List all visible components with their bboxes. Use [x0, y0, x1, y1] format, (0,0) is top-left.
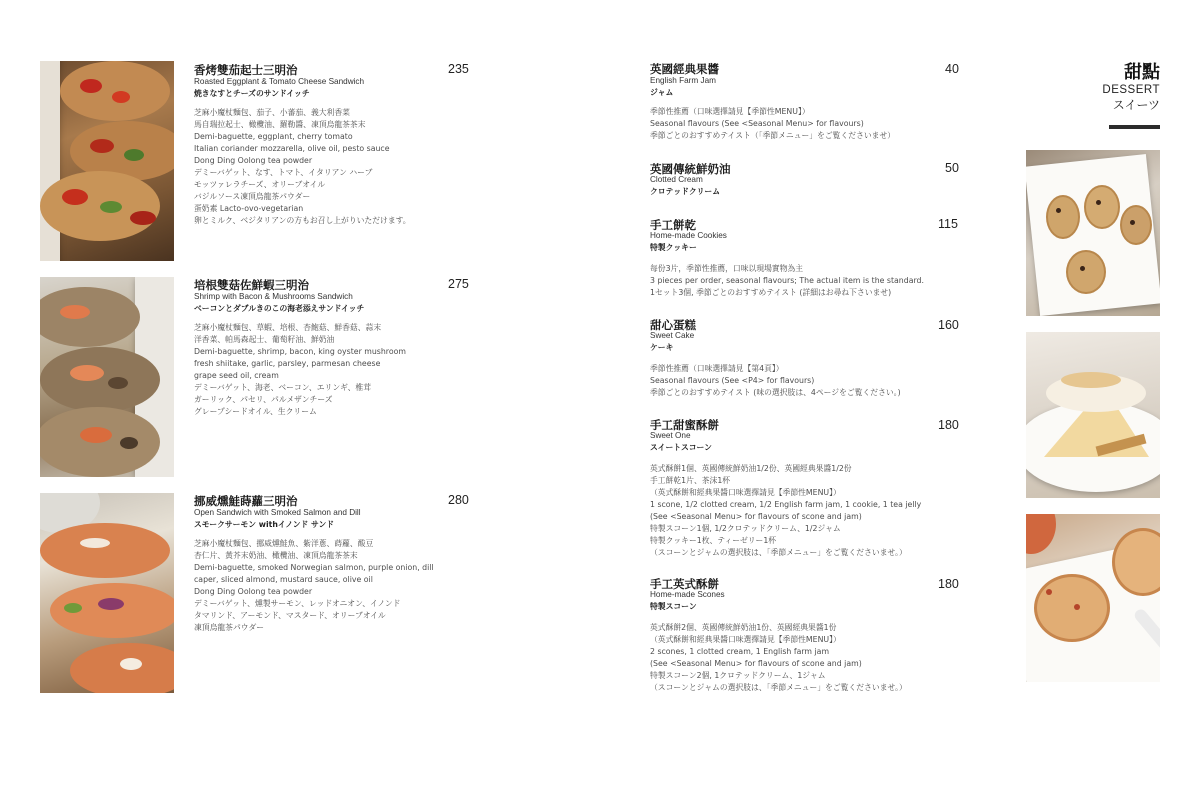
desc-line: （英式酥餅和經典果醬口味選擇請見【季節性MENU】） — [650, 635, 841, 644]
desc-line: Dong Ding Oolong tea powder — [194, 156, 313, 165]
item-description — [650, 106, 895, 142]
desc-line: Demi-baguette, shrimp, bacon, king oyster mushroom — [194, 347, 406, 356]
item-name-ja: 特製クッキー — [650, 243, 697, 252]
item-description — [194, 322, 406, 418]
item-name-en: Open Sandwich with Smoked Salmon and Dill — [194, 508, 361, 517]
desc-line: 1 scone, 1/2 clotted cream, 1/2 English farm jam, 1 cookie, 1 tea jelly — [650, 500, 922, 509]
item-description — [194, 107, 411, 227]
desc-line: 3 pieces per order, seasonal flavours; The actual item is the standard. — [650, 276, 924, 285]
meringue-cake-photo — [1026, 332, 1160, 498]
item-name-en: Home-made Cookies — [650, 231, 727, 240]
item-name-ja: クロテッドクリーム — [650, 187, 721, 196]
item-price: 180 — [938, 577, 959, 591]
item-name-ja: 焼きなすとチーズのサンドイッチ — [194, 89, 310, 98]
desc-line: (See <Seasonal Menu> for flavours of scone and jam) — [650, 659, 862, 668]
cookies-photo — [1026, 150, 1160, 316]
desc-line: 卵とミルク、ベジタリアンの方もお召し上がりいただけます。 — [194, 216, 411, 225]
section-header-bar — [1109, 125, 1160, 129]
item-name-ja: ケーキ — [650, 343, 674, 352]
desc-line: (See <Seasonal Menu> for flavours of scone and jam) — [650, 512, 862, 521]
item-name-zh: 手工英式酥餅 — [650, 577, 719, 591]
item-name-zh: 英國傳統鮮奶油 — [650, 162, 731, 176]
item-price: 235 — [448, 62, 469, 76]
item-name-en: Sweet Cake — [650, 331, 695, 340]
item-name-zh: 香烤雙茄起士三明治 — [194, 63, 298, 77]
desc-line: グレープシードオイル、生クリーム — [194, 407, 317, 416]
desc-line: 特製クッキー1枚、ティーゼリー1杯 — [650, 536, 777, 545]
item-description — [650, 463, 921, 559]
desc-line: 凍頂烏龍茶パウダー — [194, 623, 265, 632]
desc-line: 特製スコーン1個, 1/2クロテッドクリーム、1/2ジャム — [650, 524, 841, 533]
item-description — [650, 263, 924, 299]
item-name-zh: 甜心蛋糕 — [650, 318, 696, 332]
desc-line: 1セット3個, 季節ごとのおすすめテイスト (詳細はお尋ね下さいませ) — [650, 288, 892, 297]
desc-line: 芝麻小魔杖麵包、茄子、小蕃茄、義大利香菜 — [194, 108, 350, 117]
section-title-ja: スイーツ — [1112, 98, 1160, 112]
item-name-zh: 培根雙菇佐鮮蝦三明治 — [194, 278, 309, 292]
shrimp-sandwich-photo — [40, 277, 174, 477]
item-name-zh: 挪威燻鮭蒔蘿三明治 — [194, 494, 298, 508]
desc-line: Demi-baguette, eggplant, cherry tomato — [194, 132, 353, 141]
item-name-zh: 英國經典果醬 — [650, 62, 719, 76]
desc-line: バジルソース凍頂烏龍茶パウダー — [194, 192, 311, 201]
desc-line: 特製スコーン2個, 1クロテッドクリーム、1ジャム — [650, 671, 826, 680]
desc-line: 每份3片，季節性推薦，口味以現場實物為主 — [650, 264, 804, 273]
desc-line: 蛋奶素 Lacto-ovo-vegetarian — [194, 204, 304, 213]
item-name-en: English Farm Jam — [650, 76, 716, 85]
salmon-sandwich-photo — [40, 493, 174, 693]
desc-line: Italian coriander mozzarella, olive oil, pesto sauce — [194, 144, 390, 153]
item-description — [194, 538, 434, 634]
desc-line: （スコーンとジャムの選択肢は、「季節メニュー」をご覧くださいませ。） — [650, 683, 907, 692]
desc-line: 芝麻小魔杖麵包、草蝦、培根、杏鮑菇、鮮香菇、蒜末 — [194, 323, 382, 332]
desc-line: モッツァレラチーズ、オリーブオイル — [194, 180, 326, 189]
desc-line: 季節ごとのおすすめテイスト（「季節メニュー」をご覧くださいませ） — [650, 131, 896, 140]
desc-line: grape seed oil, cream — [194, 371, 279, 380]
item-name-en: Roasted Eggplant & Tomato Cheese Sandwich — [194, 77, 365, 86]
item-price: 160 — [938, 318, 959, 332]
item-name-ja: スモークサーモン withイノンド サンド — [194, 520, 335, 529]
desc-line: fresh shiitake, garlic, parsley, parmesan cheese — [194, 359, 381, 368]
scones-photo — [1026, 514, 1160, 682]
desc-line: タマリンド、アーモンド、マスタード、オリーブオイル — [194, 611, 386, 620]
item-name-en: Home-made Scones — [650, 590, 725, 599]
desc-line: 洋香菜、帕馬森起士、葡萄籽油、鮮奶油 — [194, 335, 335, 344]
item-name-en: Clotted Cream — [650, 175, 703, 184]
desc-line: 芝麻小魔杖麵包、挪威燻鮭魚、紫洋蔥、蒔蘿、酸豆 — [194, 539, 374, 548]
item-price: 180 — [938, 418, 959, 432]
desc-line: 英式酥餅1個、英國傳統鮮奶油1/2份、英國經典果醬1/2份 — [650, 464, 852, 473]
item-name-ja: ジャム — [650, 88, 674, 97]
section-title-zh: 甜點 — [1124, 62, 1160, 83]
section-header — [1100, 58, 1160, 113]
item-name-en: Sweet One — [650, 431, 691, 440]
desc-line: デミーバゲット、海老、ベーコン、エリンギ、椎茸 — [194, 383, 371, 392]
desc-line: ガーリック、パセリ、パルメザンチーズ — [194, 395, 333, 404]
item-name-en: Shrimp with Bacon & Mushrooms Sandwich — [194, 292, 353, 301]
item-price: 275 — [448, 277, 469, 291]
item-price: 50 — [945, 161, 959, 175]
desc-line: デミーバゲット、燻製サーモン、レッドオニオン、イノンド — [194, 599, 401, 608]
desc-line: （スコーンとジャムの選択肢は、「季節メニュー」をご覧くださいませ。） — [650, 548, 907, 557]
item-name-zh: 手工餅乾 — [650, 218, 696, 232]
desc-line: caper, sliced almond, mustard sauce, olive oil — [194, 575, 373, 584]
item-name-zh: 手工甜蜜酥餅 — [650, 418, 719, 432]
desc-line: Demi-baguette, smoked Norwegian salmon, purple onion, dill — [194, 563, 434, 572]
desc-line: 季節性推薦（口味選擇請見【季節性MENU】） — [650, 107, 810, 116]
desc-line: 2 scones, 1 clotted cream, 1 English farm jam — [650, 647, 830, 656]
desc-line: Seasonal flavours (See <Seasonal Menu> for flavours) — [650, 119, 864, 128]
item-description — [650, 363, 901, 399]
desc-line: 手工餅乾1片、茶沫1杯 — [650, 476, 731, 485]
item-price: 280 — [448, 493, 469, 507]
desc-line: デミーバゲット、なす、トマト、イタリアン ハーブ — [194, 168, 373, 177]
desc-line: （英式酥餅和經典果醬口味選擇請見【季節性MENU】） — [650, 488, 841, 497]
desc-line: Dong Ding Oolong tea powder — [194, 587, 313, 596]
item-price: 115 — [938, 217, 958, 231]
item-description — [650, 622, 907, 694]
desc-line: 杏仁片、黃芥末奶油、橄欖油、凍頂烏龍茶茶末 — [194, 551, 358, 560]
item-name-ja: ベーコンとダブルきのこの海老添えサンドイッチ — [194, 304, 365, 313]
item-price: 40 — [945, 62, 959, 76]
desc-line: 馬自瑞拉起士、橄欖油、羅勒醬、凍頂烏龍茶茶末 — [194, 120, 366, 129]
desc-line: 英式酥餅2個、英國傳統鮮奶油1份、英國經典果醬1份 — [650, 623, 837, 632]
eggplant-sandwich-photo — [40, 61, 174, 261]
section-title-en: DESSERT — [1102, 84, 1160, 96]
item-name-ja: 特製スコーン — [650, 602, 697, 611]
desc-line: 季節ごとのおすすめテイスト (味の選択肢は、4ページをご覧ください。) — [650, 388, 901, 397]
item-name-ja: スイートスコーン — [650, 443, 712, 452]
desc-line: 季節性推薦（口味選擇請見【第4頁】） — [650, 364, 784, 373]
desc-line: Seasonal flavours (See <P4> for flavours) — [650, 376, 815, 385]
